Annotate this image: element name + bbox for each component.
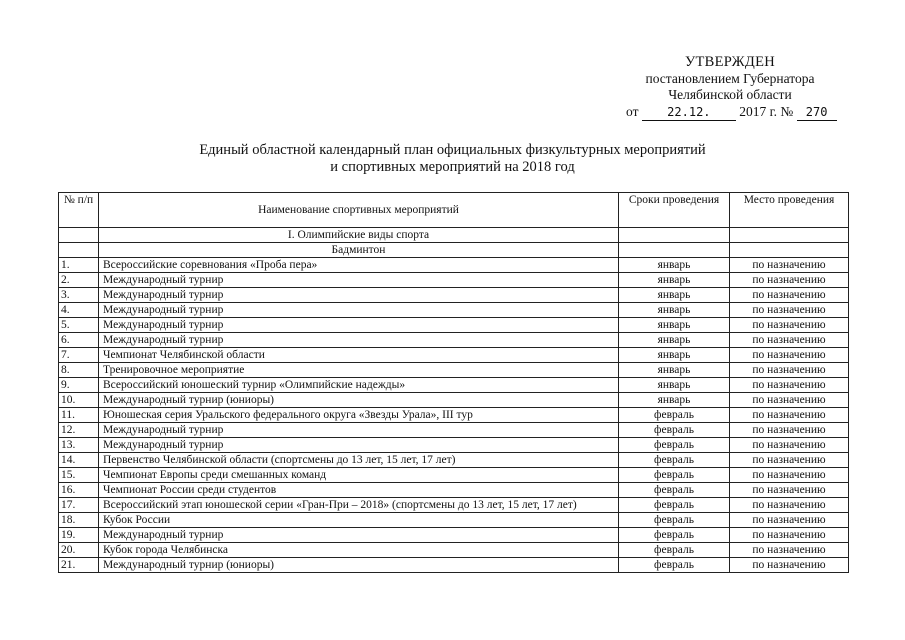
approval-line-2: Челябинской области <box>668 87 792 102</box>
row-number: 11. <box>59 408 99 423</box>
row-number: 3. <box>59 288 99 303</box>
event-dates: февраль <box>619 558 730 573</box>
section-title: I. Олимпийские виды спорта <box>99 228 619 243</box>
event-place: по назначению <box>730 393 849 408</box>
table-row <box>59 468 849 483</box>
row-number: 20. <box>59 543 99 558</box>
header-name: Наименование спортивных мероприятий <box>99 193 619 228</box>
row-number: 4. <box>59 303 99 318</box>
event-place: по назначению <box>730 423 849 438</box>
event-place: по назначению <box>730 483 849 498</box>
table-row <box>59 288 849 303</box>
row-number: 10. <box>59 393 99 408</box>
title-line-2: и спортивных мероприятий на 2018 год <box>330 159 575 175</box>
event-name: Кубок города Челябинска <box>99 543 619 558</box>
header-num: № п/п <box>59 193 99 228</box>
approval-date-line <box>600 104 860 122</box>
event-place: по назначению <box>730 408 849 423</box>
handwritten-number: 270 <box>797 104 837 122</box>
event-name: Международный турнир <box>99 303 619 318</box>
event-name: Кубок России <box>99 513 619 528</box>
approval-block <box>600 54 860 121</box>
table-row <box>59 498 849 513</box>
event-name: Международный турнир (юниоры) <box>99 558 619 573</box>
event-dates: январь <box>619 378 730 393</box>
table-row <box>59 363 849 378</box>
sport-title: Бадминтон <box>99 243 619 258</box>
row-number: 14. <box>59 453 99 468</box>
table-row <box>59 423 849 438</box>
number-prefix: № <box>780 103 794 119</box>
table-row <box>59 528 849 543</box>
event-place: по назначению <box>730 378 849 393</box>
event-name: Международный турнир <box>99 423 619 438</box>
event-place: по назначению <box>730 498 849 513</box>
event-dates: февраль <box>619 438 730 453</box>
table-row <box>59 378 849 393</box>
event-name: Первенство Челябинской области (спортсмены до 13 лет, 15 лет, 17 лет) <box>99 453 619 468</box>
event-place: по назначению <box>730 363 849 378</box>
event-dates: февраль <box>619 513 730 528</box>
event-dates: февраль <box>619 528 730 543</box>
event-name: Всероссийские соревнования «Проба пера» <box>99 258 619 273</box>
document-title <box>0 142 905 176</box>
event-name: Международный турнир <box>99 273 619 288</box>
event-place: по назначению <box>730 333 849 348</box>
event-place: по назначению <box>730 528 849 543</box>
table-row <box>59 393 849 408</box>
event-name: Международный турнир <box>99 333 619 348</box>
event-place: по назначению <box>730 558 849 573</box>
event-dates: февраль <box>619 468 730 483</box>
row-number: 1. <box>59 258 99 273</box>
event-dates: январь <box>619 333 730 348</box>
row-number: 16. <box>59 483 99 498</box>
event-place: по назначению <box>730 318 849 333</box>
event-name: Тренировочное мероприятие <box>99 363 619 378</box>
event-place: по назначению <box>730 438 849 453</box>
table-row <box>59 543 849 558</box>
event-dates: февраль <box>619 483 730 498</box>
row-number: 19. <box>59 528 99 543</box>
row-number: 7. <box>59 348 99 363</box>
table-row <box>59 483 849 498</box>
events-table <box>58 192 849 573</box>
event-name: Международный турнир <box>99 318 619 333</box>
event-dates: февраль <box>619 423 730 438</box>
header-when: Сроки проведения <box>619 193 730 228</box>
event-place: по назначению <box>730 468 849 483</box>
table-row <box>59 318 849 333</box>
event-place: по назначению <box>730 258 849 273</box>
table-row <box>59 513 849 528</box>
event-dates: февраль <box>619 543 730 558</box>
event-name: Международный турнир <box>99 438 619 453</box>
table-row <box>59 453 849 468</box>
row-number: 18. <box>59 513 99 528</box>
handwritten-date: 22.12. <box>642 104 736 122</box>
approval-line-1: постановлением Губернатора <box>645 70 815 86</box>
date-prefix: от <box>626 103 639 119</box>
title-line-1: Единый областной календарный план официальных физкультурных мероприятий <box>199 142 706 158</box>
event-dates: февраль <box>619 453 730 468</box>
event-dates: январь <box>619 258 730 273</box>
table-row <box>59 273 849 288</box>
event-place: по назначению <box>730 273 849 288</box>
event-name: Международный турнир <box>99 288 619 303</box>
approval-year: 2017 г. <box>739 103 777 119</box>
approval-heading: УТВЕРЖДЕН <box>684 54 776 70</box>
row-number: 6. <box>59 333 99 348</box>
row-number: 15. <box>59 468 99 483</box>
section-row <box>59 228 849 243</box>
row-number: 2. <box>59 273 99 288</box>
row-number: 13. <box>59 438 99 453</box>
event-name: Всероссийский этап юношеской серии «Гран-При – 2018» (спортсмены до 13 лет, 15 лет, 17 лет) <box>99 498 619 513</box>
table-row <box>59 558 849 573</box>
table-row <box>59 303 849 318</box>
table-row <box>59 438 849 453</box>
event-name: Всероссийский юношеский турнир «Олимпийские надежды» <box>99 378 619 393</box>
row-number: 21. <box>59 558 99 573</box>
event-dates: январь <box>619 363 730 378</box>
header-where: Место проведения <box>730 193 849 228</box>
table-header-row <box>59 193 849 228</box>
event-place: по назначению <box>730 513 849 528</box>
event-dates: январь <box>619 303 730 318</box>
row-number: 9. <box>59 378 99 393</box>
event-name: Чемпионат Челябинской области <box>99 348 619 363</box>
event-place: по назначению <box>730 453 849 468</box>
table-row <box>59 258 849 273</box>
event-dates: январь <box>619 273 730 288</box>
event-dates: январь <box>619 318 730 333</box>
event-name: Чемпионат России среди студентов <box>99 483 619 498</box>
event-place: по назначению <box>730 348 849 363</box>
event-dates: февраль <box>619 498 730 513</box>
row-number: 8. <box>59 363 99 378</box>
event-dates: январь <box>619 288 730 303</box>
event-name: Юношеская серия Уральского федерального округа «Звезды Урала», III тур <box>99 408 619 423</box>
event-name: Международный турнир (юниоры) <box>99 393 619 408</box>
table-row <box>59 333 849 348</box>
event-dates: январь <box>619 348 730 363</box>
event-name: Международный турнир <box>99 528 619 543</box>
event-place: по назначению <box>730 543 849 558</box>
event-dates: февраль <box>619 408 730 423</box>
event-dates: январь <box>619 393 730 408</box>
event-place: по назначению <box>730 303 849 318</box>
sport-row <box>59 243 849 258</box>
table-row <box>59 348 849 363</box>
row-number: 17. <box>59 498 99 513</box>
event-place: по назначению <box>730 288 849 303</box>
row-number: 12. <box>59 423 99 438</box>
event-name: Чемпионат Европы среди смешанных команд <box>99 468 619 483</box>
row-number: 5. <box>59 318 99 333</box>
table-row <box>59 408 849 423</box>
